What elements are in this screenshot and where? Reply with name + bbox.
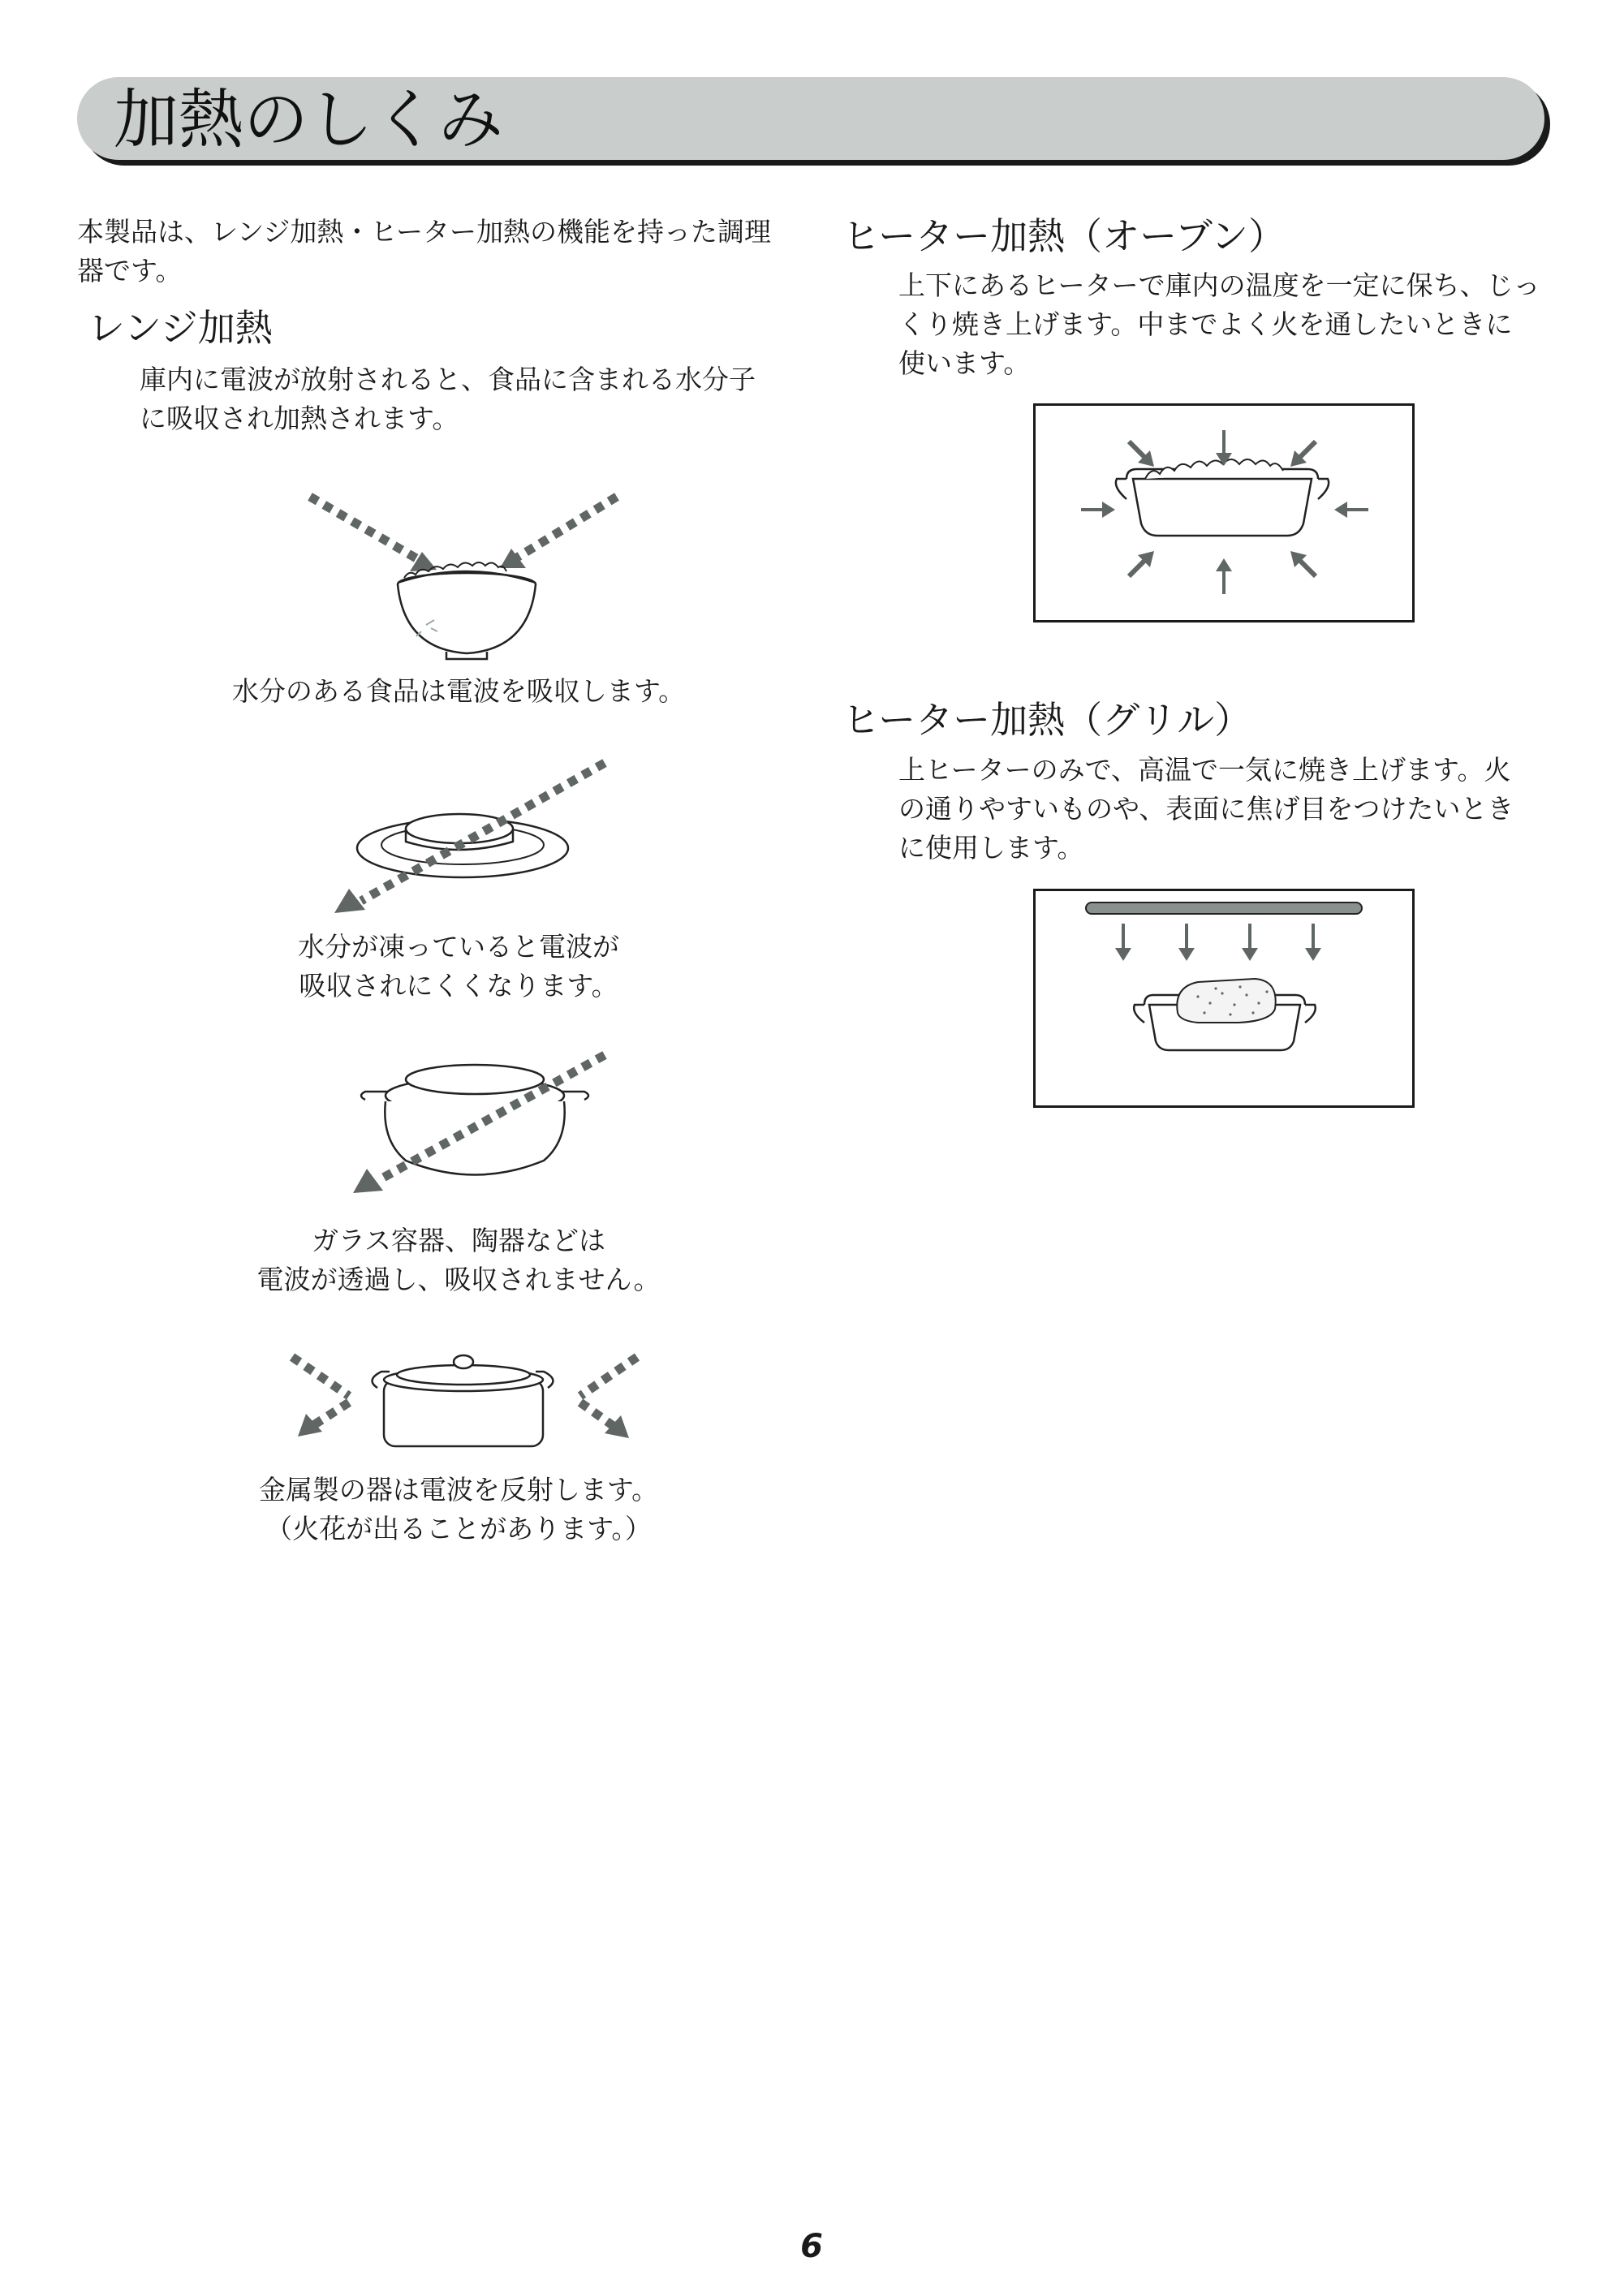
grill-body-line: の通りやすいものや、表面に焦げ目をつけたいとき xyxy=(898,793,1514,825)
caption-line: 金属製の器は電波を反射します。 xyxy=(258,1474,659,1506)
glass-container-illustration xyxy=(349,1051,625,1213)
range-body xyxy=(140,360,756,438)
caption-bowl xyxy=(146,672,771,711)
page-number: 6 xyxy=(800,2228,823,2265)
page-title: 加熱のしくみ xyxy=(114,82,503,157)
grill-body-line: に使用します。 xyxy=(898,832,1084,864)
oven-heading: ヒーター加熱（オーブン） xyxy=(842,214,1286,258)
caption-line: 吸収されにくくなります。 xyxy=(299,970,618,1002)
range-body-line: 庫内に電波が放射されると、食品に含まれる水分子 xyxy=(140,364,756,395)
grill-heading: ヒーター加熱（グリル） xyxy=(842,698,1252,742)
intro-line: 器です。 xyxy=(77,255,183,286)
intro-line: 本製品は、レンジ加熱・ヒーター加熱の機能を持った調理 xyxy=(77,216,772,248)
oven-diagram xyxy=(1033,403,1415,622)
grill-body xyxy=(898,751,1514,868)
caption-frozen xyxy=(146,928,771,1006)
caption-line: ガラス容器、陶器などは xyxy=(311,1225,605,1256)
range-heading: レンジ加熱 xyxy=(88,306,273,350)
caption-line: 水分が凍っていると電波が xyxy=(298,931,619,963)
oven-body xyxy=(898,266,1540,383)
caption-glass xyxy=(146,1221,771,1299)
rice-bowl-illustration xyxy=(300,487,641,674)
range-body-line: に吸収され加熱されます。 xyxy=(140,403,459,434)
oven-body-line: 使います。 xyxy=(898,347,1031,379)
frozen-plate-illustration xyxy=(325,759,633,921)
caption-metal xyxy=(146,1471,771,1549)
oven-body-line: 上下にあるヒーターで庫内の温度を一定に保ち、じっ xyxy=(898,269,1540,301)
grill-diagram xyxy=(1033,889,1415,1108)
grill-body-line: 上ヒーターのみで、高温で一気に焼き上げます。火 xyxy=(898,754,1511,786)
caption-line: 水分のある食品は電波を吸収します。 xyxy=(231,675,686,707)
metal-pot-illustration xyxy=(288,1347,653,1477)
caption-line: （火花が出ることがあります。） xyxy=(265,1513,652,1544)
intro-text xyxy=(77,213,771,291)
oven-body-line: くり焼き上げます。中までよく火を通したいときに xyxy=(898,308,1513,340)
caption-line: 電波が透過し、吸収されません。 xyxy=(256,1264,661,1295)
